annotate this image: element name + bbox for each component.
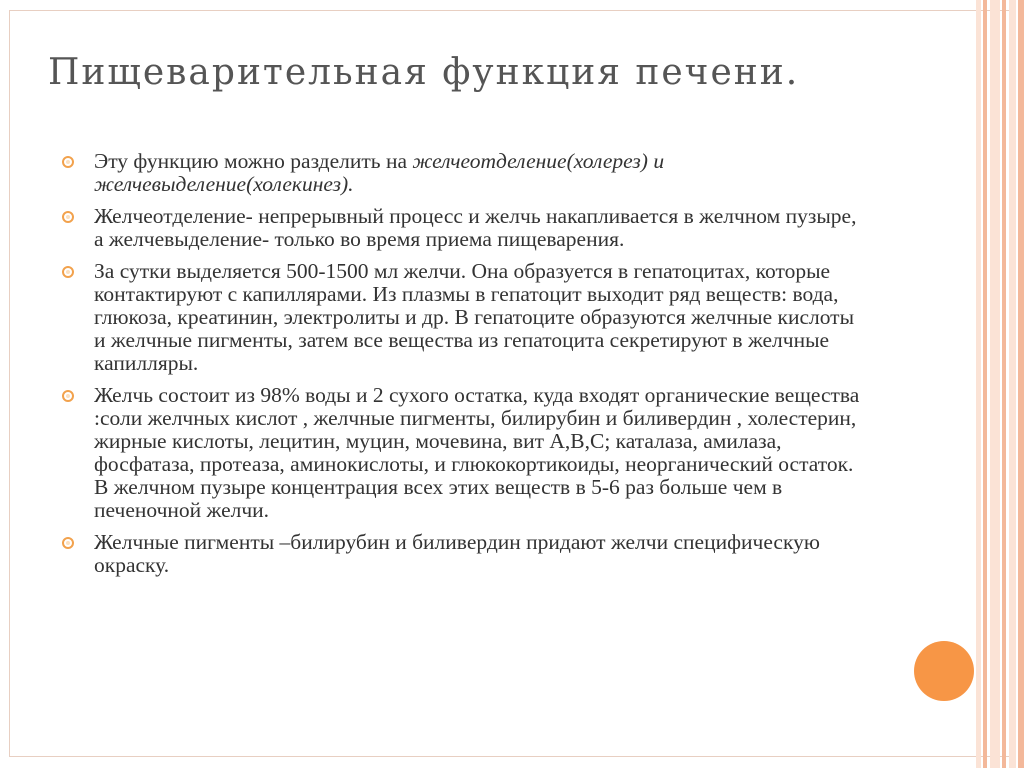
circle-bullet-icon	[62, 156, 74, 168]
stripe-4	[1002, 0, 1006, 768]
bullet-list	[60, 150, 860, 586]
stripe-2	[983, 0, 987, 768]
bullet-text-4: Желчь состоит из 98% воды и 2 сухого остатка, куда входят органические вещества :соли желчных кислот , желчные пигменты, билирубин и биливердин , холестерин, жирные кислоты, лецитин, муцин, мочевина, вит А,В,С; каталаза, амилаза, фосфатаза, протеаза, аминокислоты, и глюкокортикоиды, неорганический остаток. В желчном пузыре концентрация всех этих веществ в 5-6 раз больше чем в печеночной желчи.	[94, 383, 860, 522]
circle-bullet-icon	[62, 211, 74, 223]
bullet-item-2	[60, 205, 860, 251]
bullet-text-1: Эту функцию можно разделить на	[94, 149, 413, 173]
stripe-1	[976, 0, 981, 768]
orange-circle-decoration	[914, 641, 974, 701]
bullet-item-5	[60, 531, 860, 577]
bullet-text-2: Желчеотделение- непрерывный процесс и желчь накапливается в желчном пузыре, а желчевыделение- только во время приема пищеварения.	[94, 204, 857, 251]
stripe-3	[990, 0, 1000, 768]
circle-bullet-icon	[62, 266, 74, 278]
circle-bullet-icon	[62, 390, 74, 402]
stripe-6	[1018, 0, 1024, 768]
bullet-item-4	[60, 384, 860, 522]
bullet-item-1	[60, 150, 860, 196]
bullet-text-5: Желчные пигменты –билирубин и биливердин придают желчи специфическую окраску.	[94, 530, 820, 577]
slide-title: Пищеварительная функция печени.	[48, 52, 800, 93]
bullet-text-3: За сутки выделяется 500-1500 мл желчи. Она образуется в гепатоцитах, которые контактируют с капиллярами. Из плазмы в гепатоцит выходит ряд веществ: вода, глюкоза, креатинин, электролиты и др. В гепатоците образуются желчные кислоты и желчные пигменты, затем все вещества из гепатоцита секретируют в желчные капилляры.	[94, 259, 855, 375]
bullet-text-1-italic: желчеотделение(холерез) и желчевыделение(холекинез).	[94, 149, 665, 196]
decorative-stripes	[976, 0, 1024, 768]
bullet-item-3	[60, 260, 860, 375]
circle-bullet-icon	[62, 537, 74, 549]
stripe-5	[1009, 0, 1016, 768]
